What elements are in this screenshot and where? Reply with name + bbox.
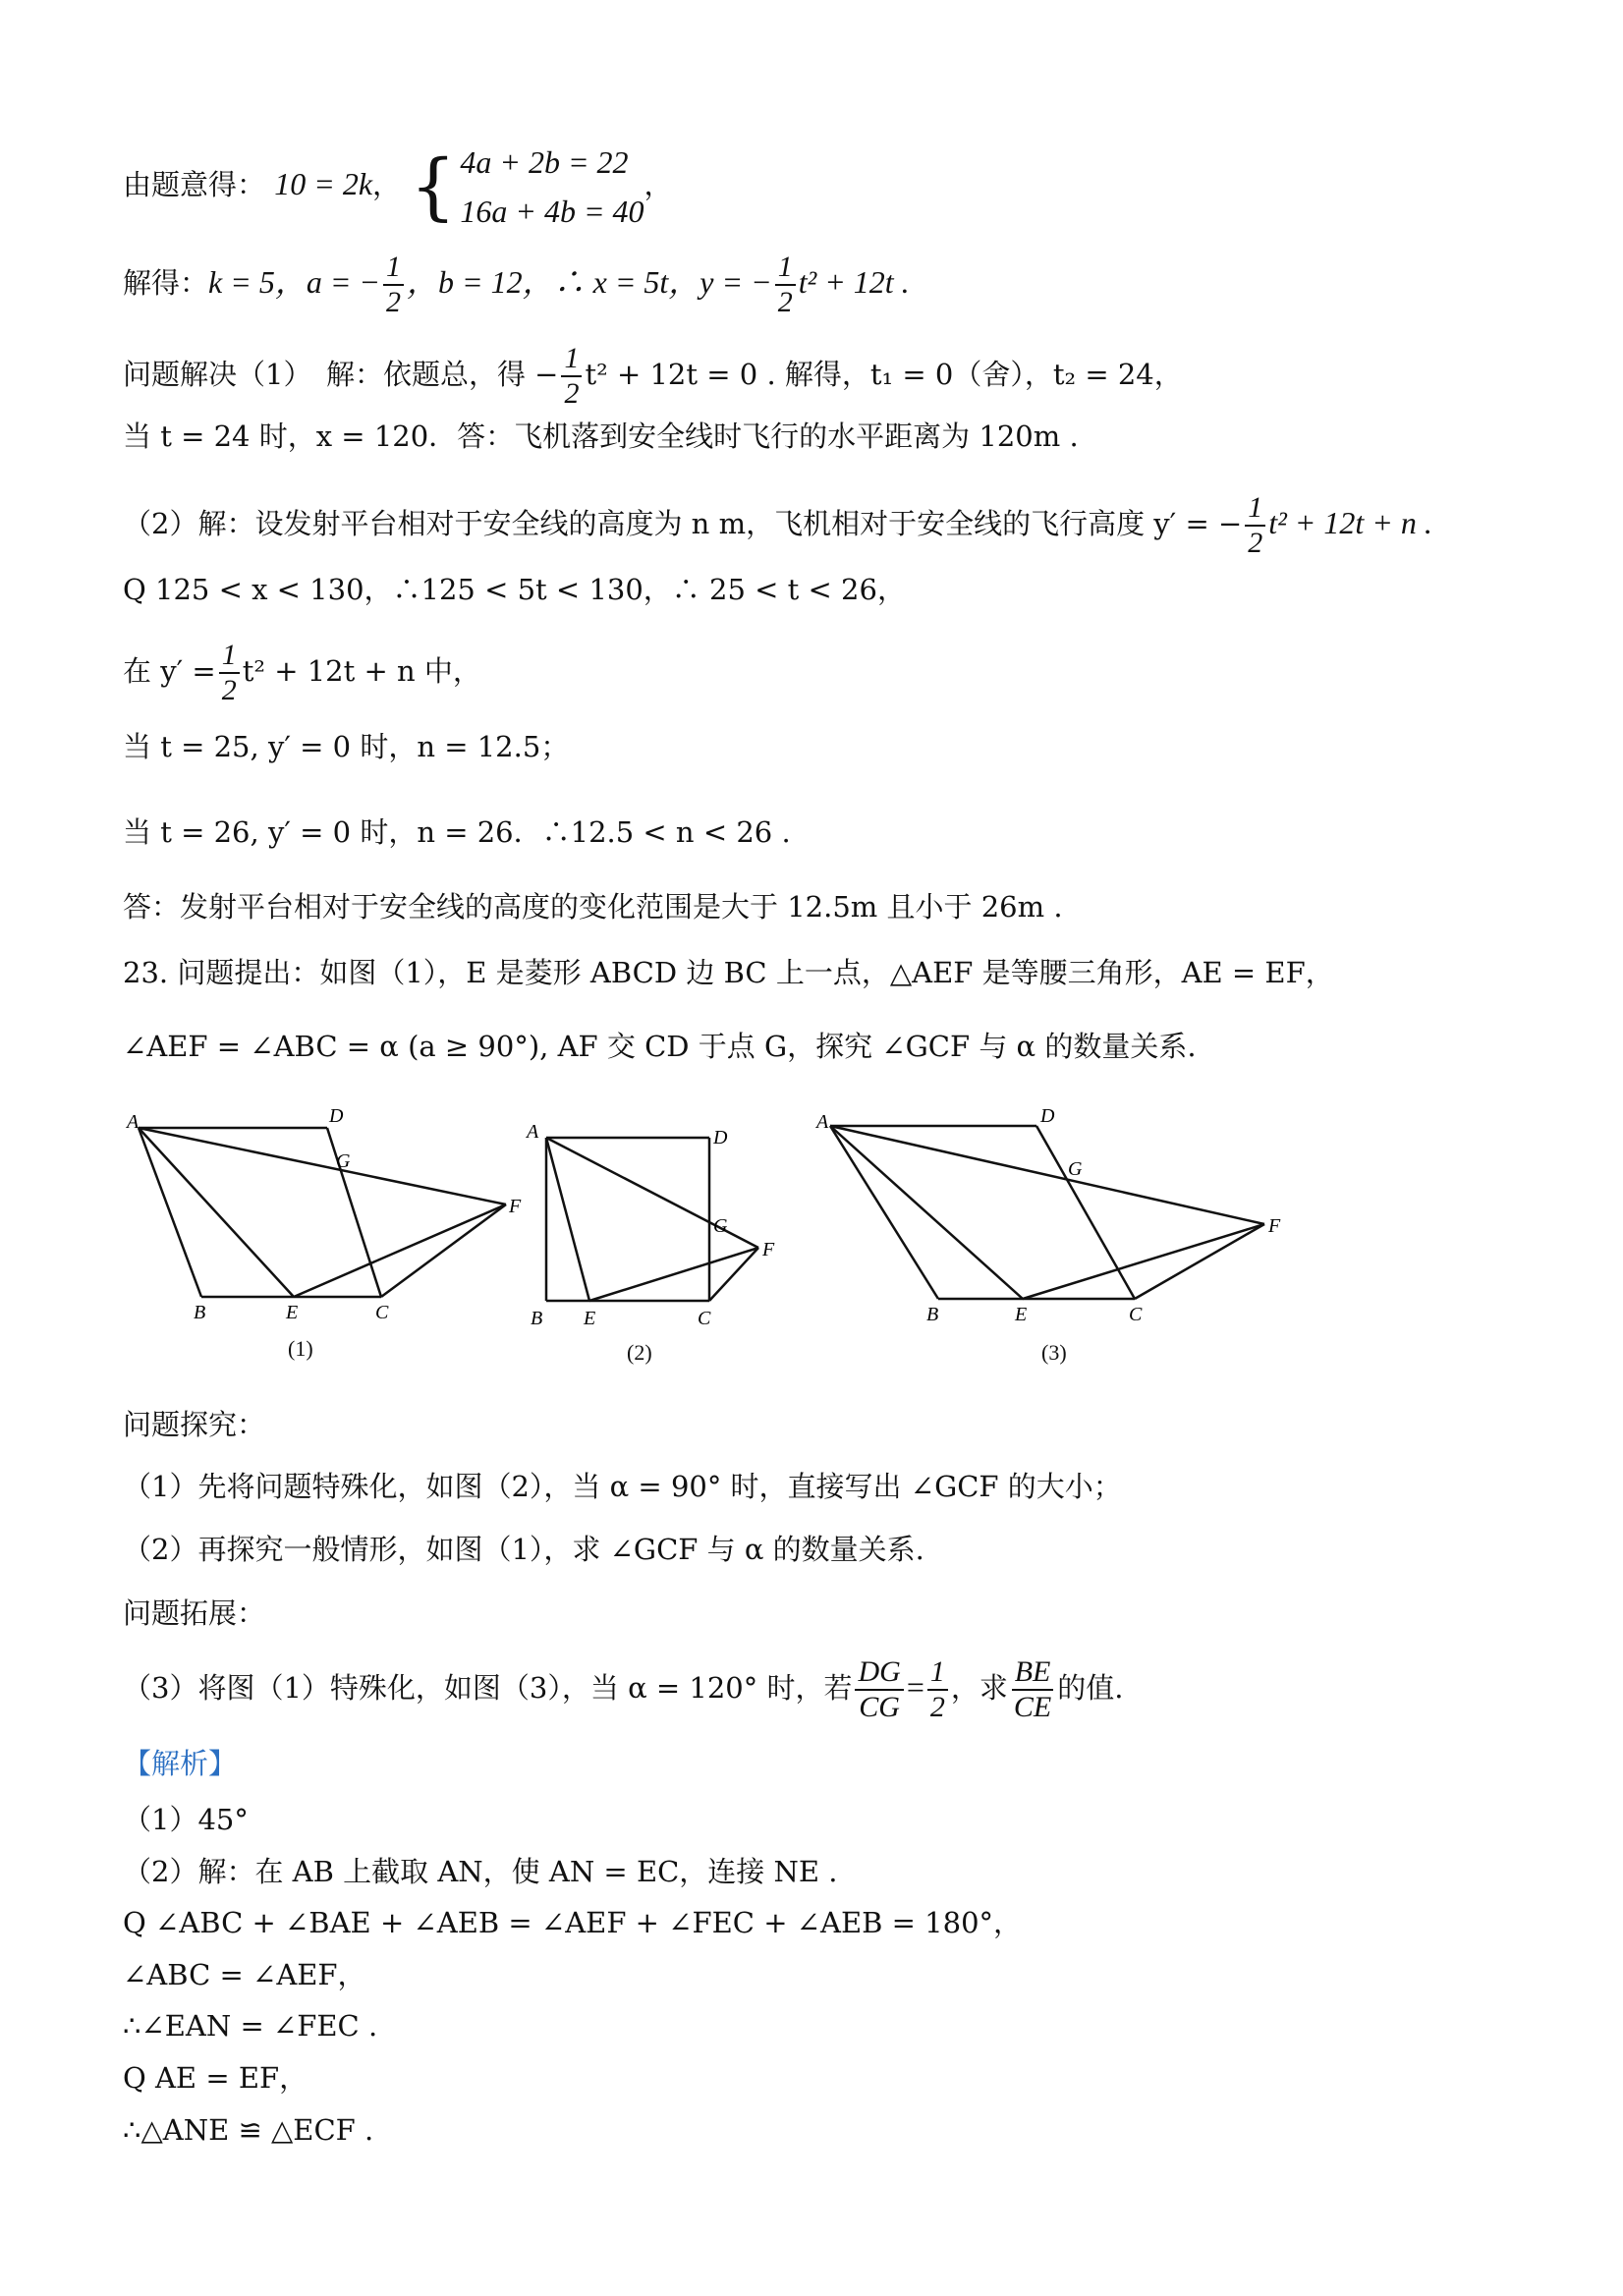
answer-2-ae-ef: Q AE = EF， — [123, 2061, 308, 2095]
equation-system: { 4a + 2b = 22 16a + 4b = 40 — [410, 138, 644, 236]
extend-heading: 问题拓展： — [123, 1596, 266, 1630]
solution-b-x-y: ，b = 12，∴ x = 5t，y = − — [407, 264, 772, 300]
solution-prefix: 解得： — [123, 266, 209, 300]
line-solution — [123, 251, 910, 319]
explore-item-1: （1）先将问题特殊化，如图（2），当 α = 90° 时，直接写出 ∠GCF 的大小； — [123, 1470, 1122, 1503]
given-prefix: 由题意得： — [123, 168, 266, 201]
solution-tail: t² + 12t . — [798, 264, 910, 300]
fig2-label-g: G — [713, 1215, 728, 1237]
fraction-dg-cg: $\frac{DG}{CG}$ — [855, 1655, 903, 1724]
fraction-half: $\frac{1}{2}$ — [561, 342, 582, 411]
line-answer1: 当 t = 24 时，x = 120．答：飞机落到安全线时飞行的水平距离为 120m . — [123, 420, 1079, 453]
answer-2-congruent: ∴△ANE ≌ △ECF . — [123, 2113, 374, 2147]
fig2-label-e: E — [584, 1308, 596, 1329]
fig3-label-c: C — [1129, 1304, 1143, 1325]
fig3-label-e: E — [1015, 1304, 1028, 1325]
fraction-be-ce: $\frac{BE}{CE}$ — [1011, 1655, 1054, 1724]
answer-2-ean-fec: ∴∠EAN = ∠FEC . — [123, 2009, 378, 2043]
in-y-tail: t² + 12t + n 中， — [242, 654, 481, 688]
fig1-label-c: C — [375, 1302, 389, 1323]
figure-3 — [811, 1100, 1302, 1346]
fig2-label-f: F — [762, 1239, 775, 1260]
answer-1: （1）45° — [123, 1803, 249, 1836]
part2-tail: t² + 12t + n . — [1268, 505, 1432, 540]
q23-statement-2: ∠AEF = ∠ABC = α (a ≥ 90°), AF 交 CD 于点 G，探究 ∠GCF 与 α 的数量关系. — [123, 1030, 1197, 1063]
figure-3-caption: (3) — [1041, 1340, 1067, 1365]
line-t26: 当 t = 26, y′ = 0 时，n = 26．∴12.5 < n < 26 . — [123, 815, 791, 849]
explore-heading: 问题探究： — [123, 1408, 266, 1441]
figure-1-caption: (1) — [288, 1336, 313, 1361]
in-y-prefix: 在 y′ = — [123, 654, 216, 688]
fig1-label-d: D — [329, 1105, 344, 1127]
fig2-label-b: B — [531, 1308, 543, 1329]
answer-2-step: （2）解：在 AB 上截取 AN，使 AN = EC，连接 NE . — [123, 1855, 838, 1888]
line-t25: 当 t = 25, y′ = 0 时，n = 12.5； — [123, 730, 570, 763]
fig1-label-f: F — [509, 1196, 522, 1217]
fraction-half: $\frac{1}{2}$ — [927, 1655, 948, 1724]
line-given: 由题意得： 10 = 2k， { 4a + 2b = 22 16a + 4b = 40 ， — [123, 138, 673, 236]
system-eq-2: 16a + 4b = 40 — [460, 194, 644, 229]
equals-sign: = — [906, 1669, 924, 1705]
extend-tail: 的值. — [1057, 1671, 1124, 1705]
analysis-tag: 【解析】 — [123, 1747, 238, 1780]
system-eq-1: 4a + 2b = 22 — [460, 144, 629, 180]
part2-prefix: （2）解：设发射平台相对于安全线的高度为 n m，飞机相对于安全线的飞行高度 y′ = − — [123, 507, 1243, 540]
fig1-label-b: B — [194, 1302, 206, 1323]
fraction-half: $\frac{1}{2}$ — [775, 251, 796, 319]
solution-k-a: k = 5，a = − — [208, 264, 381, 300]
part1-equation: t² + 12t = 0 . 解得，t₁ = 0（舍），t₂ = 24， — [585, 358, 1183, 391]
answer-2-equal-angles: ∠ABC = ∠AEF， — [123, 1958, 366, 1991]
answer-2-angle-sum: Q ∠ABC + ∠BAE + ∠AEB = ∠AEF + ∠FEC + ∠AEB = 180°， — [123, 1906, 1023, 1939]
explore-item-2: （2）再探究一般情形，如图（1），求 ∠GCF 与 α 的数量关系. — [123, 1533, 924, 1566]
part1-prefix: 问题解决（1） 解：依题总，得 − — [123, 358, 559, 391]
fig1-label-g: G — [336, 1150, 351, 1172]
extend-mid: ，求 — [950, 1671, 1008, 1705]
fig2-label-c: C — [698, 1308, 711, 1329]
fig3-label-a: A — [816, 1111, 829, 1133]
extend-item-3 — [123, 1655, 1123, 1724]
fig1-label-e: E — [286, 1302, 299, 1323]
line-in-y — [123, 639, 481, 707]
q23-statement-1: 23. 问题提出：如图（1），E 是菱形 ABCD 边 BC 上一点，△AEF 是等腰三角形，AE = EF， — [123, 956, 1334, 989]
fig3-label-f: F — [1268, 1215, 1281, 1237]
fig1-label-a: A — [127, 1111, 140, 1133]
figure-2-caption: (2) — [627, 1340, 652, 1365]
line-range-t: Q 125 < x < 130，∴125 < 5t < 130，∴ 25 < t < 26， — [123, 573, 906, 606]
fig3-label-b: B — [926, 1304, 939, 1325]
line-part2 — [123, 491, 1432, 560]
line-answer2: 答：发射平台相对于安全线的高度的变化范围是大于 12.5m 且小于 26m . — [123, 890, 1063, 924]
given-equation: 10 = 2k — [274, 166, 373, 201]
figure-1 — [123, 1100, 545, 1346]
extend-prefix: （3）将图（1）特殊化，如图（3），当 α = 120° 时，若 — [123, 1671, 853, 1705]
fraction-half: $\frac{1}{2}$ — [383, 251, 404, 319]
fig3-label-g: G — [1068, 1158, 1083, 1180]
fraction-half: $\frac{1}{2}$ — [1245, 491, 1265, 560]
fig2-label-a: A — [527, 1121, 539, 1143]
fraction-half: $\frac{1}{2}$ — [219, 639, 240, 707]
line-part1 — [123, 342, 1183, 411]
figure-2 — [521, 1110, 796, 1346]
fig2-label-d: D — [713, 1127, 728, 1148]
fig3-label-d: D — [1040, 1105, 1055, 1127]
